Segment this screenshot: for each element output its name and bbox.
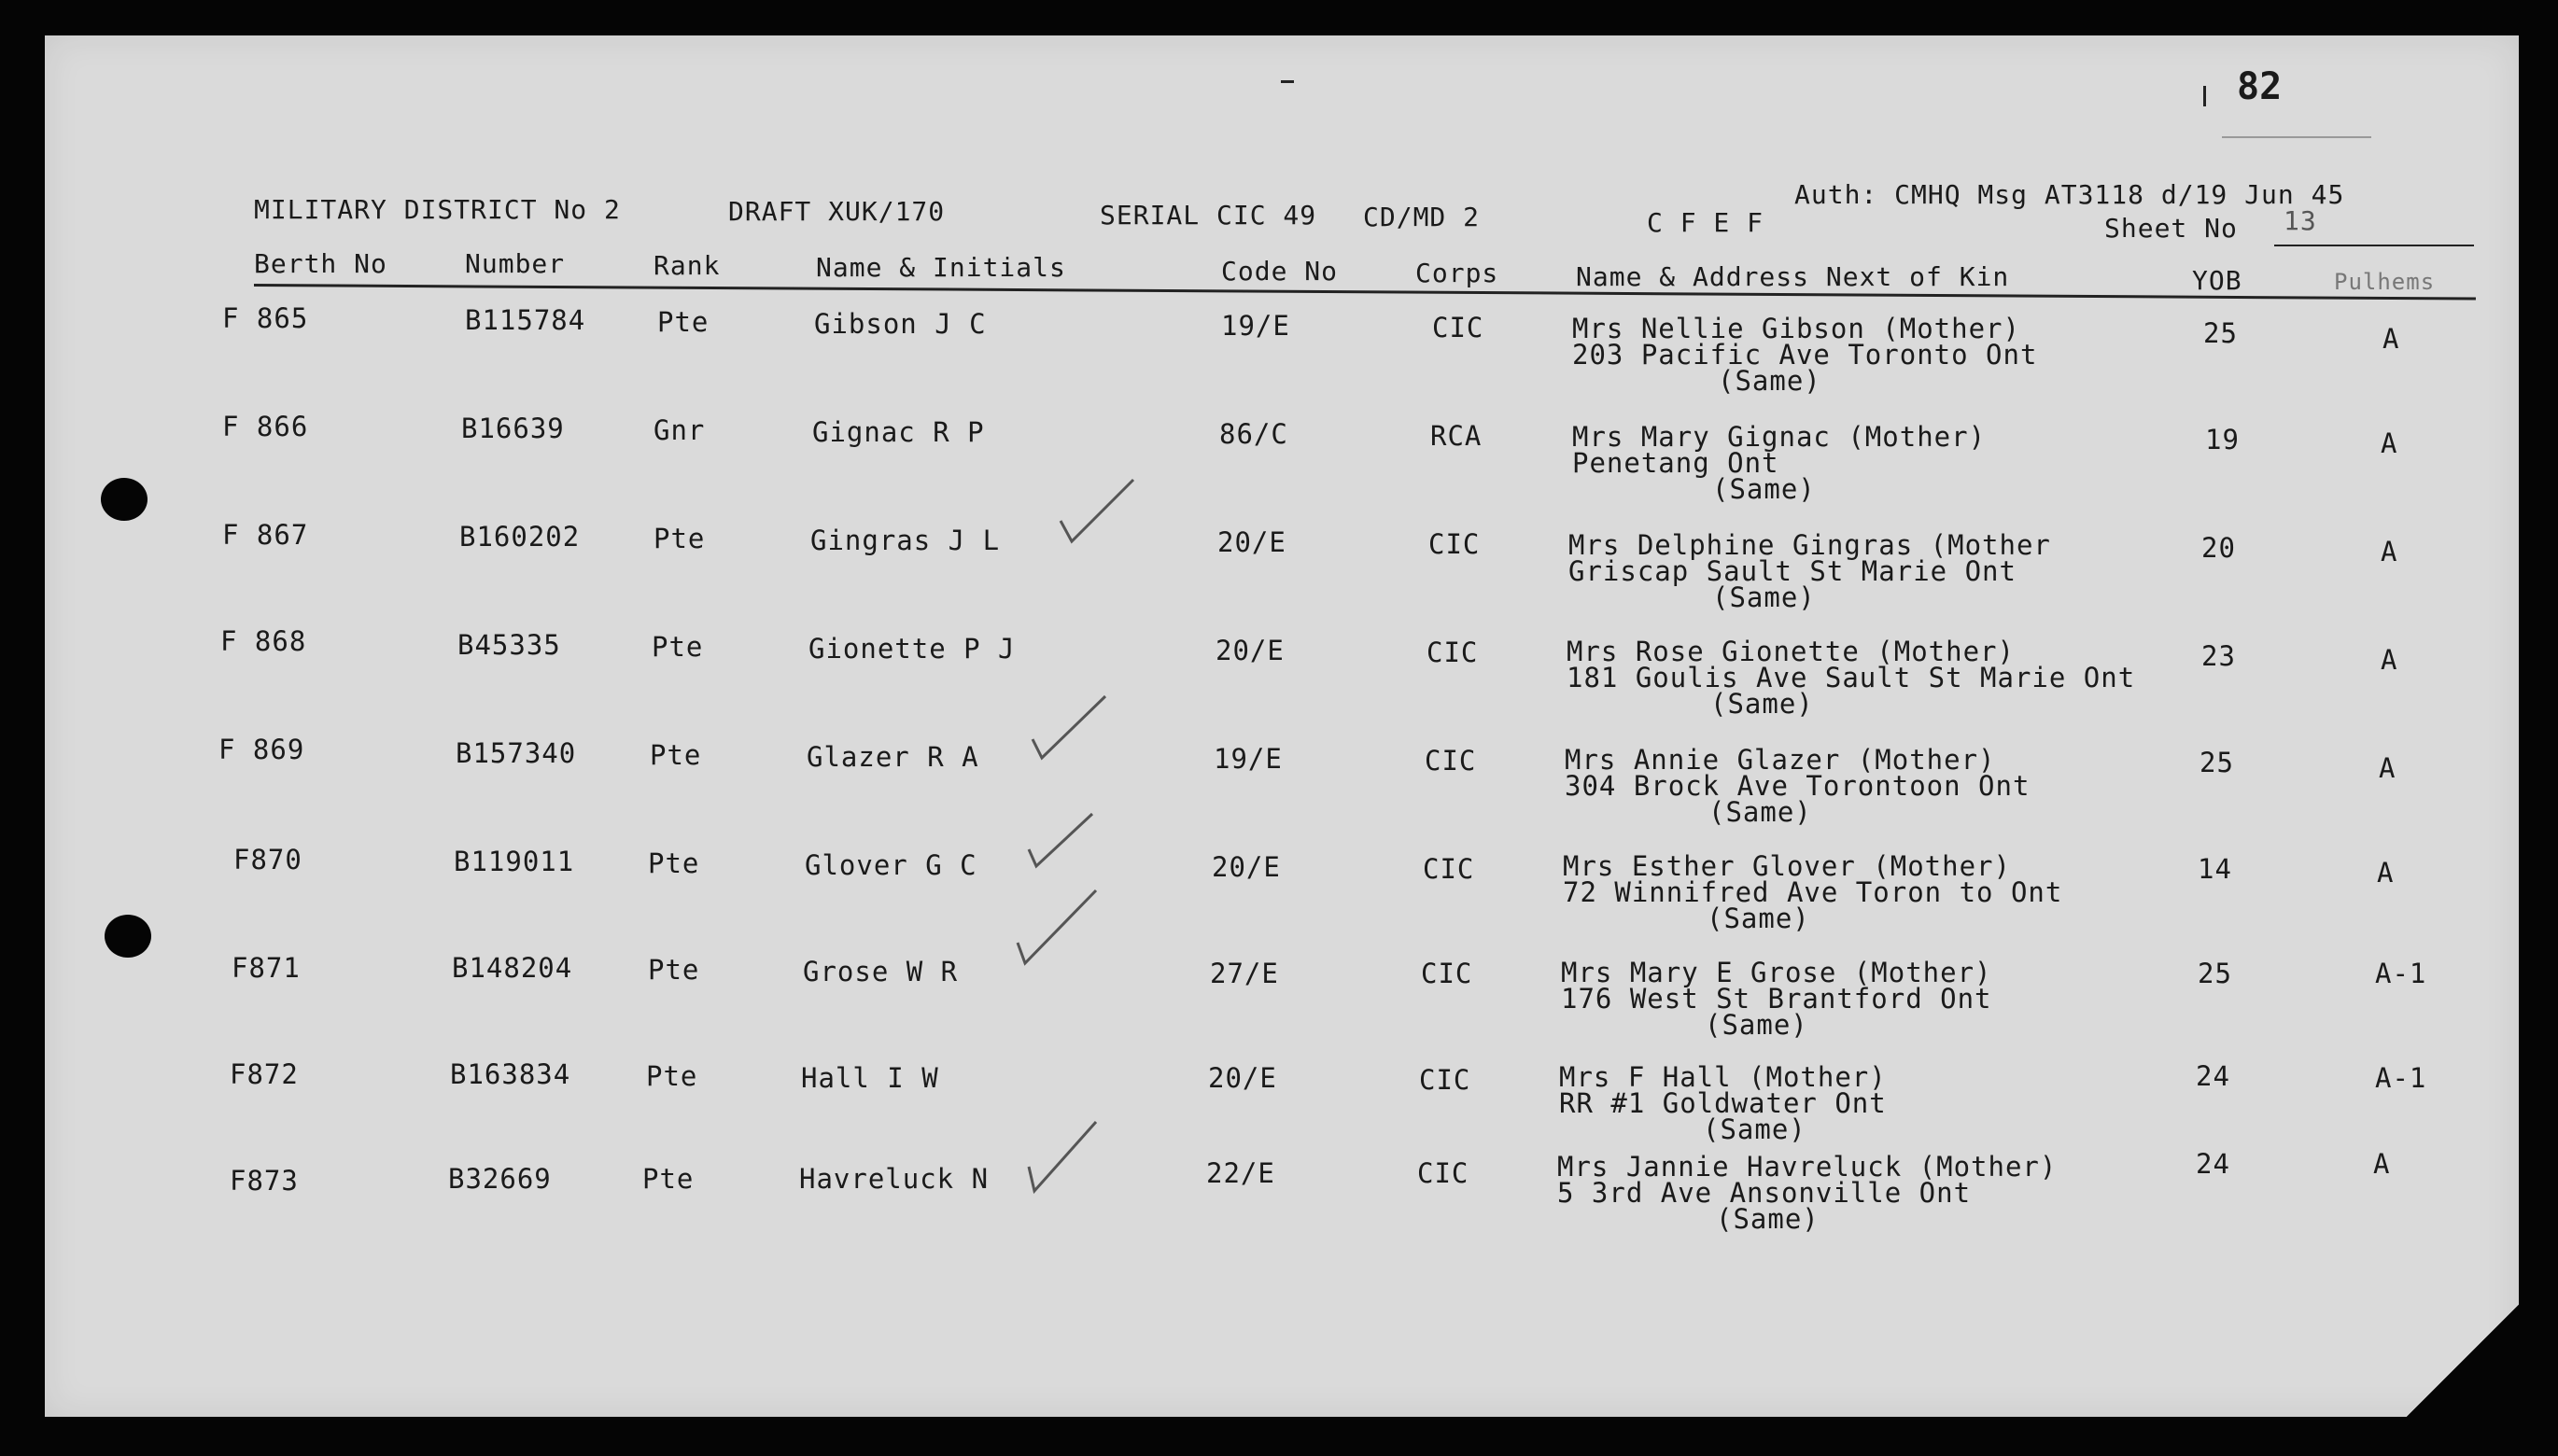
service-number: B148204 [452,952,573,984]
column-header-code: Code No [1221,256,1339,287]
column-header-yob: YOB [2192,265,2242,296]
rank: Pte [650,739,702,771]
code-no: 19/E [1214,743,1283,775]
nok-same: (Same) [1707,903,1810,934]
corps: CIC [1417,1157,1469,1189]
nok-name: Mrs F Hall (Mother) [1559,1061,1887,1093]
service-number: B45335 [457,629,561,661]
check-mark-icon [1023,808,1098,874]
code-no: 20/E [1208,1062,1277,1094]
page-number: 82 [2237,65,2283,108]
nok-same: (Same) [1712,581,1816,613]
nok-address: 181 Goulis Ave Sault St Marie Ont [1567,662,2136,693]
check-mark-icon [1012,885,1102,969]
name-initials: Gionette P J [808,633,1016,665]
next-of-kin [1563,850,2063,934]
corps: CIC [1432,312,1484,343]
column-header-nok: Name & Address Next of Kin [1576,261,2010,292]
sheet-rule [2274,245,2474,246]
nok-address: 203 Pacific Ave Toronto Ont [1572,339,2038,371]
nok-same: (Same) [1712,473,1816,505]
code-no: 27/E [1210,958,1279,989]
nok-name: Mrs Rose Gionette (Mother) [1567,636,2015,667]
yob: 19 [2205,424,2240,455]
draft-number: DRAFT XUK/170 [728,196,946,227]
column-header-name: Name & Initials [816,252,1066,283]
yob: 20 [2201,532,2236,564]
nok-address: 5 3rd Ave Ansonville Ont [1557,1177,1972,1209]
berth-no: F 867 [222,519,309,551]
corps: RCA [1430,420,1483,452]
service-number: B163834 [450,1058,571,1090]
column-header-pulhems: Pulhems [2334,269,2436,295]
speck [1281,80,1294,83]
yob: 24 [2196,1060,2230,1092]
name-initials: Gignac R P [812,416,985,448]
next-of-kin [1572,313,2038,397]
nok-name: Mrs Jannie Havreluck (Mother) [1557,1151,2058,1183]
pulhems: A [2381,427,2398,459]
next-of-kin [1561,957,1992,1041]
pulhems: A [2382,323,2400,355]
paper-corner [2407,1305,2519,1417]
code-no: 22/E [1206,1157,1275,1189]
nok-address: 72 Winnifred Ave Toron to Ont [1563,876,2063,908]
column-header-rank: Rank [654,250,721,281]
nok-name: Mrs Mary E Grose (Mother) [1561,957,1992,988]
column-header-number: Number [465,248,566,279]
sheet-label: Sheet No [2104,213,2238,244]
yob: 25 [2203,317,2238,349]
punch-hole [101,478,148,521]
nok-address: Penetang Ont [1572,447,1779,479]
rank: Pte [646,1060,698,1092]
berth-no: F870 [233,844,302,875]
nok-same: (Same) [1703,1113,1806,1145]
sheet-number: 13 [2284,205,2317,236]
corps: CIC [1423,853,1475,885]
yob: 14 [2198,853,2232,885]
berth-no: F 866 [222,411,309,442]
pulhems: A [2381,536,2398,567]
military-district: MILITARY DISTRICT No 2 [254,194,621,225]
page-number-rule [2222,136,2371,138]
pulhems: A-1 [2375,958,2427,989]
code-no: 19/E [1221,310,1290,342]
pulhems: A [2377,857,2395,889]
pulhems: A [2373,1148,2391,1180]
corps: CIC [1427,637,1479,668]
service-number: B115784 [465,304,586,336]
yob: 25 [2200,747,2234,778]
berth-no: F 865 [222,302,309,334]
rank: Pte [652,631,704,663]
check-mark-icon [1027,691,1111,765]
yob: 24 [2196,1148,2230,1180]
next-of-kin [1565,744,2031,828]
force-code: C F E F [1647,207,1764,238]
code-no: 20/E [1217,526,1286,558]
name-initials: Havreluck N [799,1163,990,1195]
rank: Pte [642,1163,695,1195]
nok-address: 176 West St Brantford Ont [1561,983,1992,1015]
rank: Pte [657,306,710,338]
corps: CIC [1425,745,1477,777]
yob: 23 [2201,640,2236,672]
nok-name: Mrs Mary Gignac (Mother) [1572,421,1987,453]
service-number: B16639 [461,413,565,444]
name-initials: Gibson J C [814,308,987,340]
corps: CIC [1419,1064,1471,1096]
berth-no: F873 [230,1165,299,1197]
check-mark-icon [1055,474,1139,549]
nok-same: (Same) [1708,796,1812,828]
cd-md: CD/MD 2 [1363,202,1481,232]
rank: Pte [654,523,706,554]
check-mark-icon [1023,1116,1102,1197]
nok-same: (Same) [1716,1203,1820,1235]
rank: Pte [648,847,700,879]
nok-same: (Same) [1718,365,1821,397]
service-number: B160202 [459,521,581,553]
next-of-kin [1568,529,2051,613]
rank: Gnr [654,414,706,446]
speck [2203,86,2206,106]
name-initials: Gingras J L [810,525,1001,556]
corps: CIC [1421,958,1473,989]
service-number: B119011 [454,846,575,877]
code-no: 20/E [1212,851,1281,883]
nok-name: Mrs Nellie Gibson (Mother) [1572,313,2020,344]
nok-same: (Same) [1705,1009,1808,1041]
pulhems: A-1 [2375,1062,2427,1094]
berth-no: F872 [230,1058,299,1090]
code-no: 20/E [1216,635,1285,666]
nok-same: (Same) [1710,688,1814,720]
nok-name: Mrs Esther Glover (Mother) [1563,850,2011,882]
nok-name: Mrs Delphine Gingras (Mother [1568,529,2051,561]
code-no: 86/C [1219,418,1288,450]
berth-no: F 868 [220,625,307,657]
rank: Pte [648,954,700,986]
name-initials: Grose W R [803,956,959,987]
corps: CIC [1428,528,1481,560]
name-initials: Glazer R A [807,741,979,773]
name-initials: Glover G C [805,849,977,881]
service-number: B32669 [448,1163,552,1195]
berth-no: F 869 [218,734,305,765]
next-of-kin [1559,1061,1887,1145]
pulhems: A [2381,644,2398,676]
next-of-kin [1567,636,2136,720]
punch-hole [105,915,151,958]
name-initials: Hall I W [801,1062,939,1094]
nok-name: Mrs Annie Glazer (Mother) [1565,744,1996,776]
berth-no: F871 [232,952,301,984]
nok-address: RR #1 Goldwater Ont [1559,1087,1887,1119]
pulhems: A [2379,752,2396,784]
yob: 25 [2198,958,2232,989]
column-header-corps: Corps [1415,258,1499,288]
next-of-kin [1557,1151,2058,1235]
serial-number: SERIAL CIC 49 [1100,200,1317,231]
nok-address: Griscap Sault St Marie Ont [1568,555,2017,587]
column-header-berth: Berth No [254,248,387,279]
next-of-kin [1572,421,1987,505]
nok-address: 304 Brock Ave Torontoon Ont [1565,770,2031,802]
auth-reference: Auth: CMHQ Msg AT3118 d/19 Jun 45 [1794,179,2345,210]
service-number: B157340 [456,737,577,769]
